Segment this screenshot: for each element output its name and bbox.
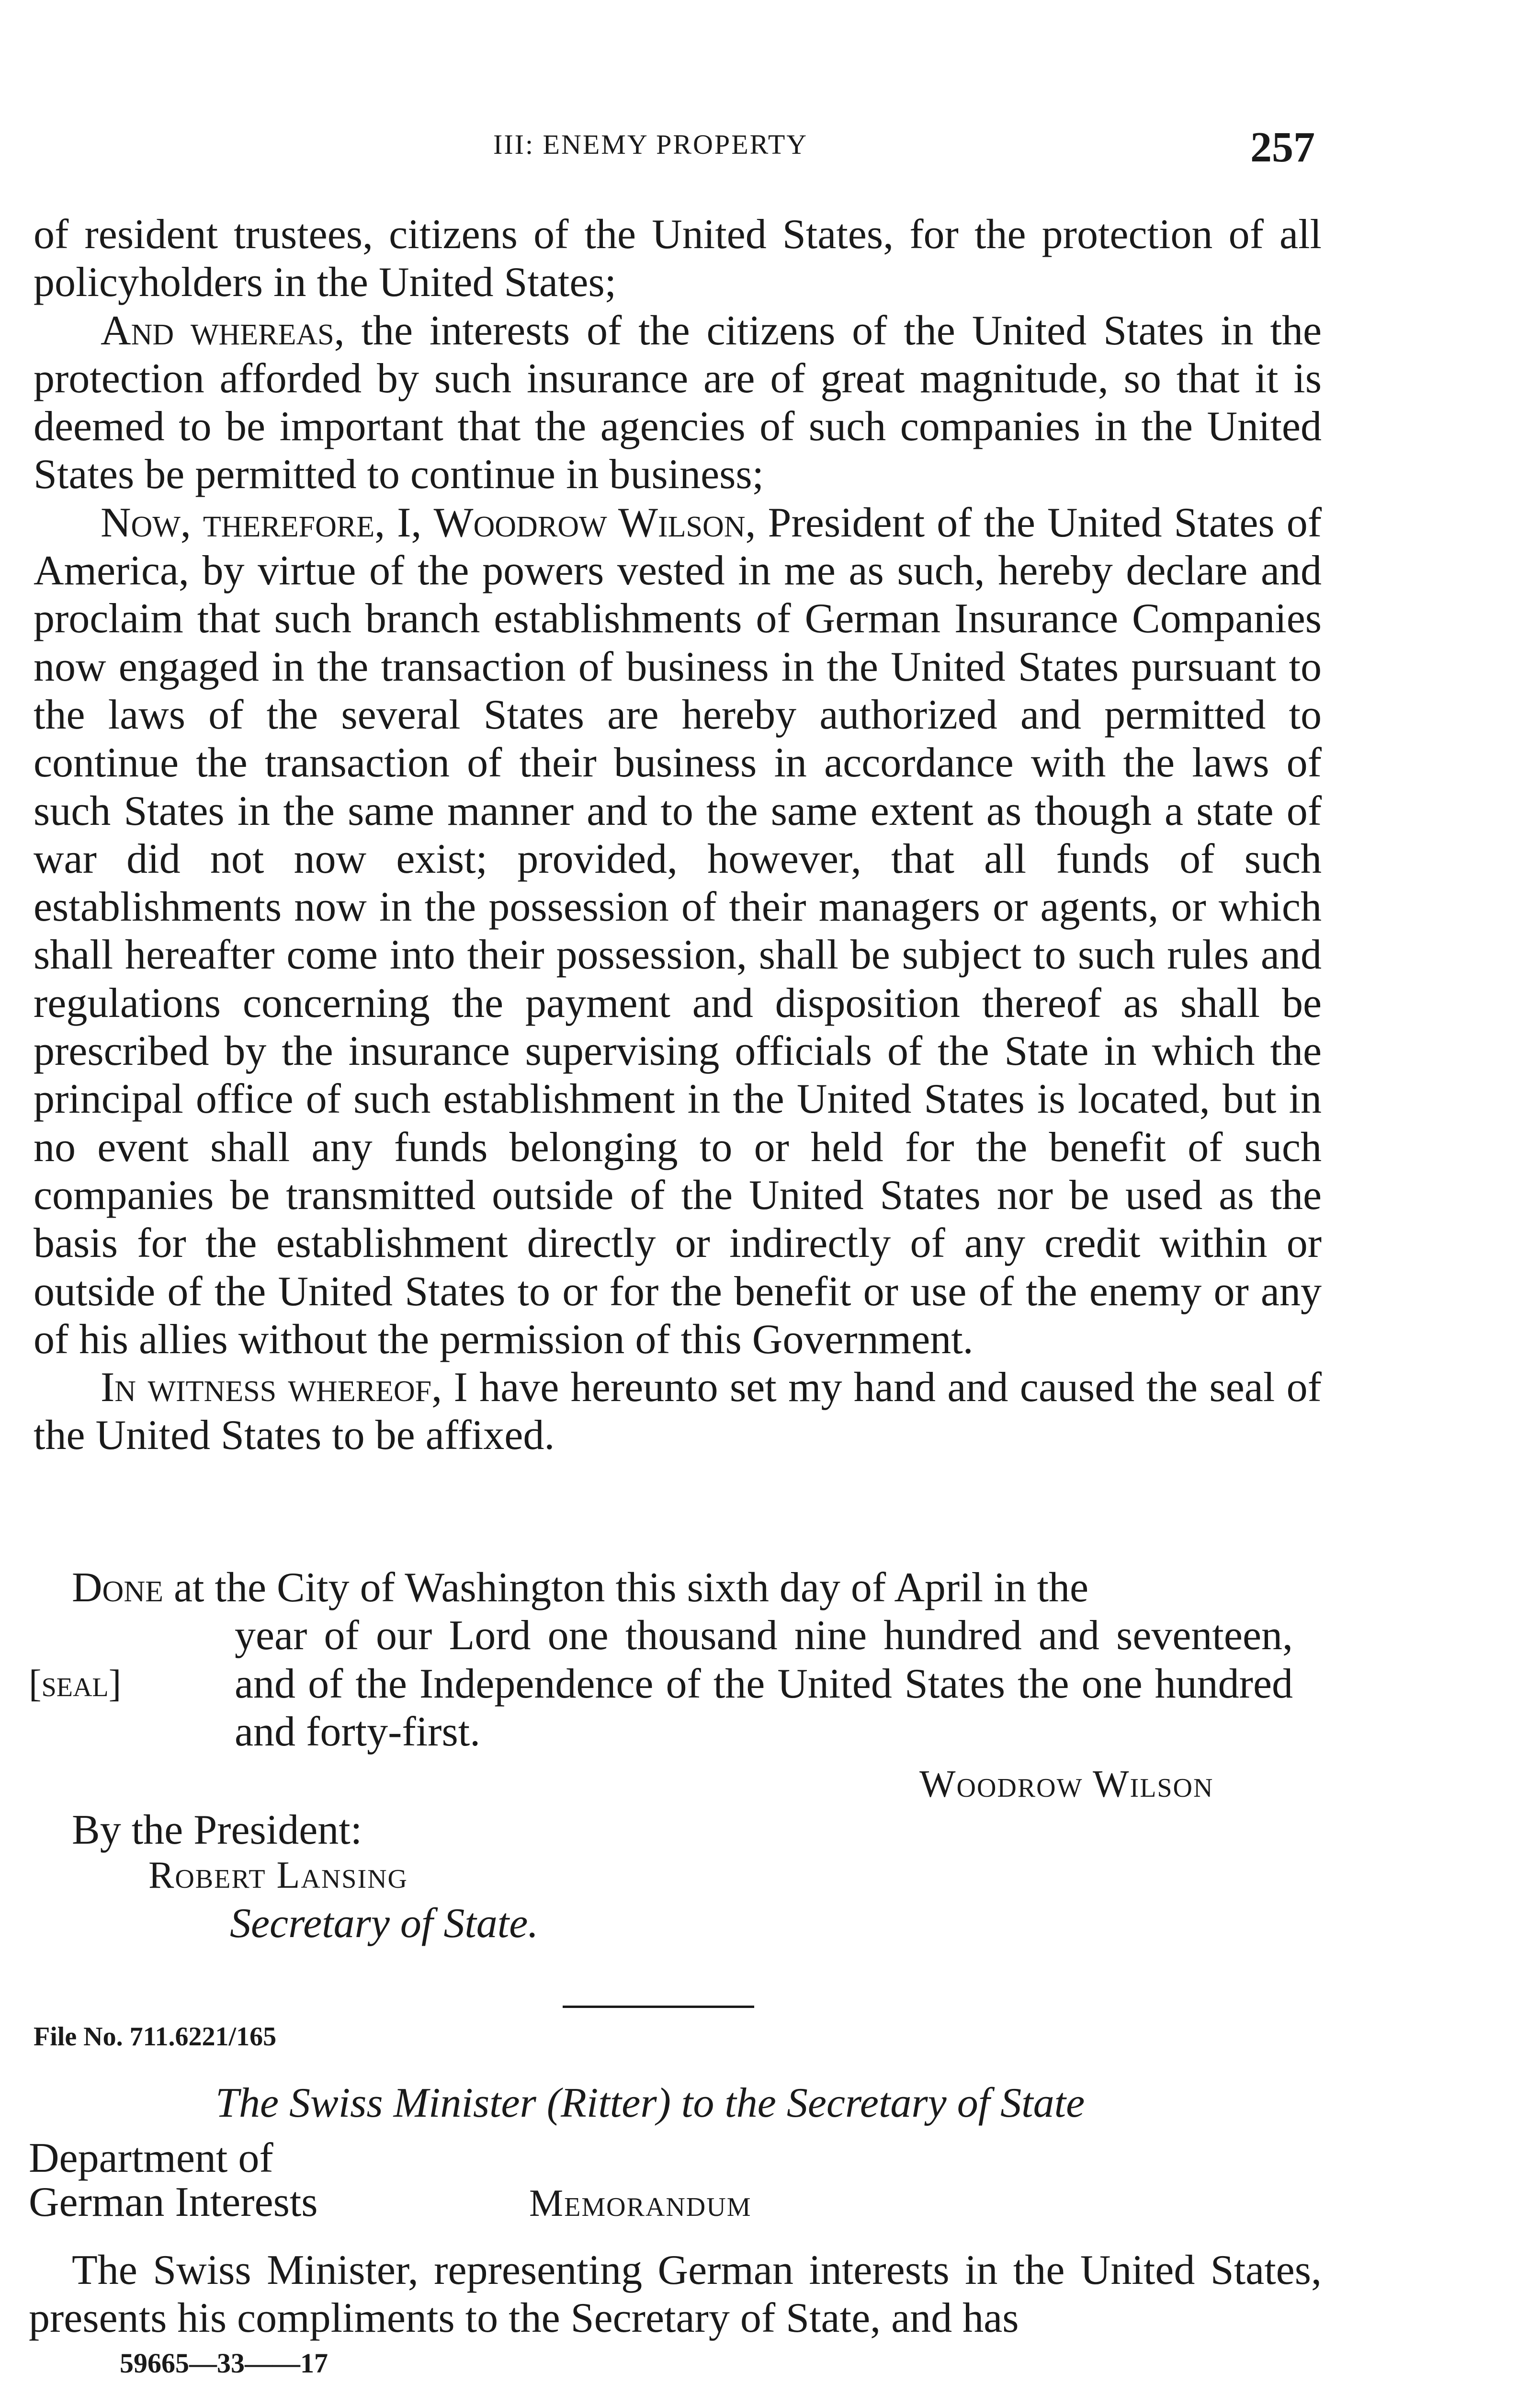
document-heading: [215, 2079, 1085, 2127]
department-label: [29, 2136, 318, 2224]
now-therefore-text-1: I,: [385, 499, 434, 546]
department-line-2: German Interests: [29, 2179, 318, 2225]
and-whereas-text: the interests of the citizens of the United States in the protection afforded by such insurance are of great magnitude, so that it is deemed to be important that the agencies of such companies in the United States be permitted to continue in business;: [34, 307, 1322, 498]
in-witness-lead: In witness whereof,: [101, 1364, 442, 1411]
running-head: III: ENEMY PROPERTY: [493, 129, 808, 160]
section-divider: [563, 2006, 754, 2008]
paragraph-and-whereas: [34, 307, 1322, 499]
department-line-1: Department of: [29, 2135, 273, 2181]
president-name: Woodrow Wilson: [433, 499, 746, 546]
paragraph-in-witness: [34, 1364, 1322, 1460]
seal-mark: [seal]: [29, 1663, 122, 1705]
done-rest: year of our Lord one thousand nine hundred and seventeen, and of the Independence of the United States the one hundred and forty-first.: [235, 1612, 1293, 1755]
attester-name: Robert Lansing: [148, 1854, 408, 1896]
attester-title: Secretary of State.: [230, 1900, 539, 1947]
done-first-line: [72, 1564, 1293, 1612]
now-therefore-text-2: , President of the United States of America, by virtue of the powers vested in me as such, hereby declare and proclaim that such branch establishments of German Insurance Companies now engaged in the transaction of business in the United States pursuant to the laws of the several States are hereby authorized and permitted to continue the transaction of their business in accordance with the laws of such States in the same manner and to the same extent as though a state of war did not now exist; provided, however, that all funds of such establishments now in the possession of their managers or agents, or which shall hereafter come into their possession, shall be subject to such rules and regulations concerning the payment and disposition thereof as shall be prescribed by the insurance supervising officials of the State in which the principal office of such establishment in the United States is located, but in no event shall any funds belonging to or held for the benefit of such companies be transmitted outside of the United States nor be used as the basis for the establishment directly or indirectly of any credit within or outside of the United States to or for the benefit or use of the enemy or any of his allies without the permission of this Government.: [34, 499, 1322, 1363]
heading-part-2: ) to the Secretary of State: [657, 2080, 1085, 2126]
now-therefore-lead: Now, therefore,: [101, 499, 385, 546]
heading-name: Ritter: [561, 2080, 657, 2126]
done-first-text: at the City of Washington this sixth day of April in the: [163, 1564, 1089, 1611]
signature: Woodrow Wilson: [919, 1763, 1214, 1805]
paragraph-now-therefore: [34, 499, 1322, 1364]
done-block: [29, 1564, 1293, 1756]
proclamation-body: [34, 211, 1322, 1460]
and-whereas-lead: And whereas,: [101, 307, 345, 354]
memorandum-opening: The Swiss Minister, representing German interests in the United States, presents his compliments to the Secretary of State, and has: [29, 2247, 1322, 2341]
done-lead: Done: [72, 1564, 163, 1611]
footer-code: 59665—33——17: [120, 2348, 328, 2379]
by-president: By the President:: [72, 1807, 362, 1853]
in-witness-text: I have hereunto set my hand and caused the seal of the United States to be affixed.: [34, 1364, 1322, 1459]
page-number: 257: [1250, 124, 1315, 171]
paragraph-continuation: of resident trustees, citizens of the United States, for the protection of all policyholders in the United States;: [34, 211, 1322, 306]
heading-part-1: The Swiss Minister (: [215, 2080, 561, 2126]
memorandum-label: Memorandum: [529, 2182, 752, 2224]
file-number: File No. 711.6221/165: [34, 2022, 277, 2052]
